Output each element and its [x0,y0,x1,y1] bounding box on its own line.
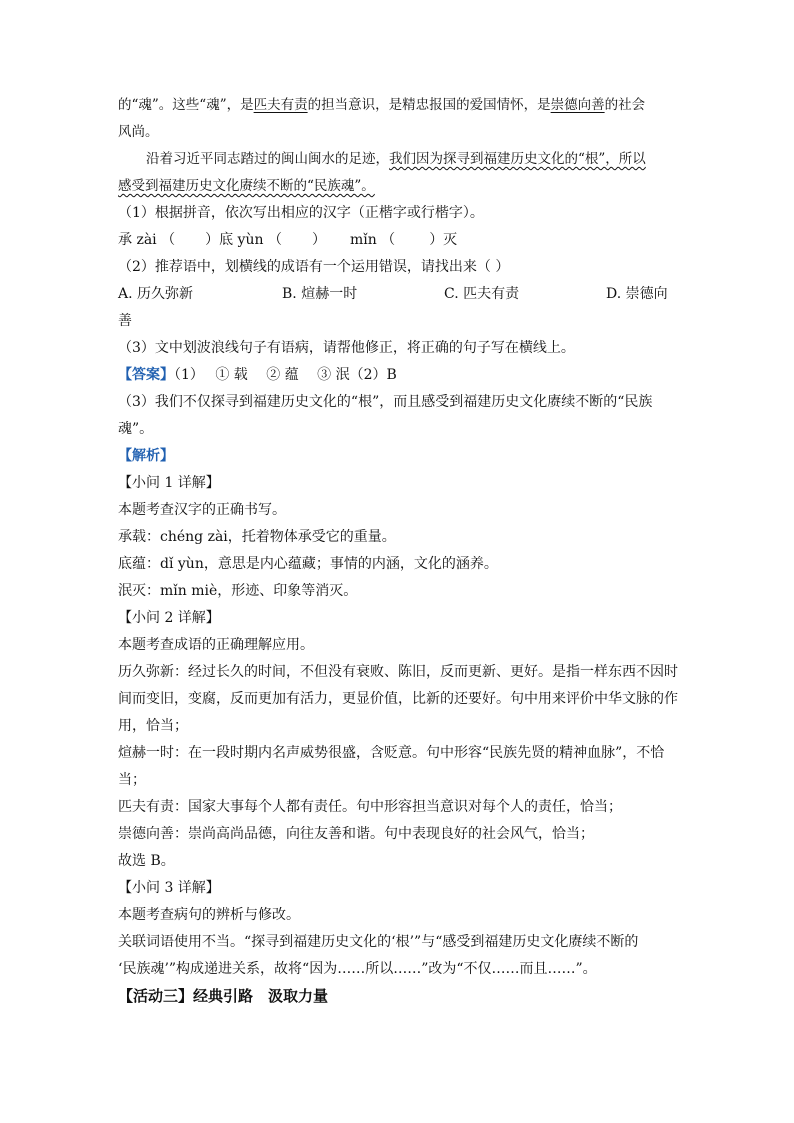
option-b: B. 煊赫一时 [282,286,358,302]
analysis-text: 历久弥新：经过长久的时间，不但没有衰败、陈旧，反而更新、更好。是指一样东西不因时 [118,664,678,680]
subquestion-2-title: 【小问 2 详解】 [118,610,220,626]
question-1-pinyin: 承 zài （ ）底 yùn （ ） mǐn （ ）灭 [118,232,458,248]
underlined-idiom: 崇德向善 [550,97,605,113]
analysis-text: 本题考查病句的辨析与修改。 [118,907,300,923]
analysis-text: 本题考查成语的正确理解应用。 [118,637,314,653]
wavy-sentence: 感受到福建历史文化赓续不断的“民族魂”。 [118,178,375,194]
passage-text: 的“魂”。这些“魂”，是 [118,97,254,113]
analysis-text: 用，恰当； [118,718,188,734]
option-c: C. 匹夫有责 [444,286,520,302]
analysis-text: 崇德向善：崇尚高尚品德，向往友善和谐。句中表现良好的社会风气，恰当； [118,826,594,842]
subquestion-3-title: 【小问 3 详解】 [118,880,220,896]
option-d-continued: 善 [118,313,132,329]
passage-line-3 [118,146,678,173]
analysis-text: 当； [118,772,146,788]
document-page [118,92,678,1010]
question-3: （3）文中划波浪线句子有语病，请帮他修正，将正确的句子写在横线上。 [118,340,575,356]
underlined-idiom: 匹夫有责 [253,97,308,113]
passage-text: 沿着习近平同志踏过的闽山闽水的足迹， [146,151,389,167]
analysis-label: 【解析】 [118,448,174,464]
analysis-text: 承载：chéng zài，托着物体承受它的重量。 [118,529,396,545]
activity-three-heading: 【活动三】经典引路 汲取力量 [118,987,329,1005]
analysis-text: 泯灭：mǐn miè，形迹、印象等消灭。 [118,583,358,599]
passage-text: 的担当意识，是精忠报国的爱国情怀，是 [307,97,551,113]
wavy-sentence: 我们因为探寻到福建历史文化的“根”，所以 [389,151,646,167]
analysis-text: 关联词语使用不当。“探寻到福建历史文化的‘根’”与“感受到福建历史文化赓续不断的 [118,934,639,950]
question-2: （2）推荐语中，划横线的成语有一个运用错误，请找出来（ ） [118,259,510,275]
option-a: A. 历久弥新 [118,286,194,302]
analysis-text: 匹夫有责：国家大事每个人都有责任。句中形容担当意识对每个人的责任，恰当； [118,799,622,815]
analysis-text: 底蕴：dǐ yùn，意思是内心蕴藏；事情的内涵，文化的涵养。 [118,556,498,572]
passage-line-4 [118,173,678,200]
question-2-options [118,281,678,308]
analysis-text: ‘民族魂’”构成递进关系，故将“因为……所以……”改为“不仅……而且……”。 [118,961,597,977]
subquestion-1-title: 【小问 1 详解】 [118,475,220,491]
analysis-text: 故选 B。 [118,853,175,869]
passage-line-2: 风尚。 [118,124,159,140]
answer-label: 【答案】 [118,367,174,383]
answer-line [118,362,678,389]
analysis-text: 煊赫一时：在一段时期内名声威势很盛，含贬意。句中形容“民族先贤的精神血脉”，不恰 [118,745,665,761]
answer-text: （1） ① 载 ② 蕴 ③ 泯（2）B [174,367,397,383]
passage-text: 的社会 [604,97,646,113]
passage-line-1 [118,92,678,119]
answer-q3-line-1: （3）我们不仅探寻到福建历史文化的“根”，而且感受到福建历史文化赓续不断的“民族 [118,394,653,410]
option-d: D. 崇德向 [606,286,668,302]
answer-q3-line-2: 魂”。 [118,421,154,437]
analysis-text: 间而变旧，变腐，反而更加有活力，更显价值，比新的还要好。句中用来评价中华文脉的作 [118,691,678,707]
question-1: （1）根据拼音，依次写出相应的汉字（正楷字或行楷字）。 [118,205,484,221]
analysis-text: 本题考查汉字的正确书写。 [118,502,286,518]
